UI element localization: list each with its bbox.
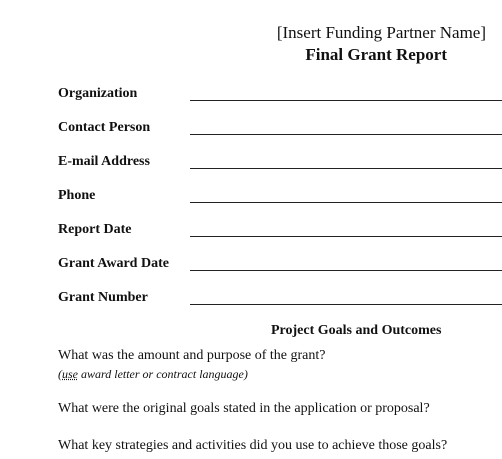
phone-field-row (0, 183, 502, 209)
hint-rest: award letter or contract language) (78, 367, 248, 381)
email-address-blank-line[interactable] (190, 168, 502, 169)
grant-number-label: Grant Number (58, 290, 148, 305)
hint-use-word: use (62, 367, 78, 381)
email-address-label: E-mail Address (58, 154, 150, 169)
grant-award-date-field-row (0, 251, 502, 277)
email-address-field-row (0, 149, 502, 175)
contact-person-blank-line[interactable] (190, 134, 502, 135)
grant-award-date-label: Grant Award Date (58, 256, 169, 271)
hint-open-paren: ( (58, 367, 62, 381)
organization-blank-line[interactable] (190, 100, 502, 101)
report-date-blank-line[interactable] (190, 236, 502, 237)
organization-label: Organization (58, 86, 138, 101)
question-grant-amount-purpose: What was the amount and purpose of the grant? (58, 348, 326, 363)
question-hint (58, 367, 248, 382)
grant-number-field-row (0, 285, 502, 311)
contact-person-field-row (0, 115, 502, 141)
organization-field-row (0, 81, 502, 107)
funding-partner-placeholder: [Insert Funding Partner Name] (276, 23, 486, 42)
grant-award-date-blank-line[interactable] (190, 270, 502, 271)
grant-number-blank-line[interactable] (190, 304, 502, 305)
phone-blank-line[interactable] (190, 202, 502, 203)
phone-label: Phone (58, 188, 96, 203)
contact-person-label: Contact Person (58, 120, 151, 135)
question-key-strategies: What key strategies and activities did you use to achieve those goals? (58, 438, 448, 453)
question-original-goals: What were the original goals stated in the application or proposal? (58, 401, 430, 416)
report-date-field-row (0, 217, 502, 243)
report-date-label: Report Date (58, 222, 132, 237)
report-title: Final Grant Report (305, 45, 447, 64)
section-heading: Project Goals and Outcomes (271, 323, 442, 338)
